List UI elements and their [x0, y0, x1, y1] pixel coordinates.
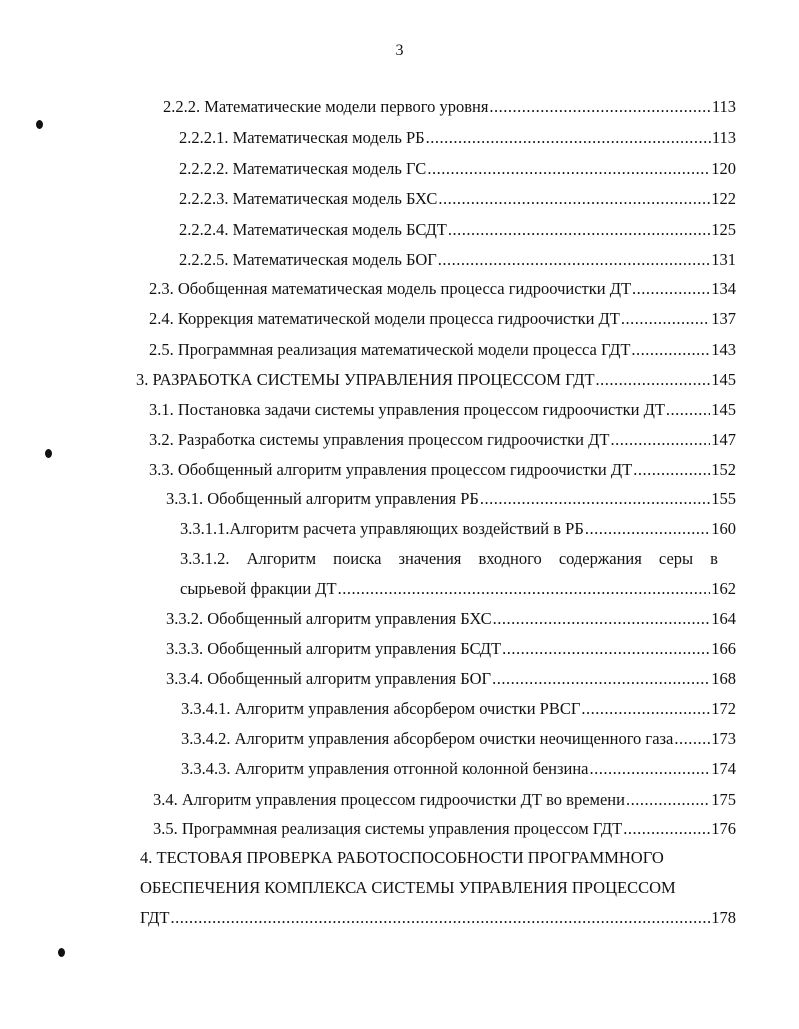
toc-entry: [153, 789, 736, 811]
toc-entry-page: 173: [711, 729, 736, 748]
toc-entry-page: 145: [711, 400, 736, 419]
toc-entry-title: 3.1. Постановка задачи системы управления процессом гидроочистки ДТ: [149, 400, 665, 419]
toc-leader: [338, 578, 711, 600]
toc-leader: [489, 96, 710, 118]
toc-entry: [181, 698, 736, 720]
toc-leader: [621, 308, 710, 330]
toc-entry-title: ГДТ: [140, 908, 170, 927]
toc-entry: [136, 369, 736, 391]
toc-entry: [163, 96, 736, 118]
toc-word: серы: [658, 549, 694, 568]
toc-leader: [631, 339, 710, 361]
toc-entry: [149, 308, 736, 330]
toc-entry-title: 3. РАЗРАБОТКА СИСТЕМЫ УПРАВЛЕНИЯ ПРОЦЕССОМ ГДТ: [136, 370, 595, 389]
toc-leader: [427, 158, 710, 180]
toc-entry-title: 3.5. Программная реализация системы управления процессом ГДТ: [153, 819, 623, 838]
toc-entry-title: 3.4. Алгоритм управления процессом гидроочистки ДТ во времени: [153, 790, 625, 809]
toc-entry-page: 162: [711, 579, 736, 598]
toc-entry-page: 175: [711, 790, 736, 809]
toc-entry-page: 160: [711, 519, 736, 538]
toc-leader: [502, 638, 710, 660]
toc-entry: [166, 638, 736, 660]
toc-entry-title: 3.3.3. Обобщенный алгоритм управления БСДТ: [166, 639, 502, 658]
toc-leader: [626, 789, 710, 811]
toc-leader: [492, 668, 710, 690]
toc-word: поиска: [333, 549, 382, 568]
toc-leader: [632, 278, 710, 300]
page-number: 3: [395, 42, 404, 59]
toc-word: входного: [478, 549, 542, 568]
toc-entry: [149, 399, 736, 421]
toc-leader: [448, 219, 710, 241]
toc-entry-line-1: [180, 548, 718, 570]
toc-entry-page: 145: [711, 370, 736, 389]
toc-entry: [149, 278, 736, 300]
toc-entry-title: 2.4. Коррекция математической модели процесса гидроочистки ДТ: [149, 309, 620, 328]
toc-word: в: [710, 549, 718, 568]
toc-leader: [581, 698, 710, 720]
toc-leader: [590, 758, 711, 780]
toc-entry-title: 2.2.2.2. Математическая модель ГС: [179, 159, 427, 178]
toc-entry-line-1: 4. ТЕСТОВАЯ ПРОВЕРКА РАБОТОСПОСОБНОСТИ ПРОГРАММНОГО: [140, 848, 664, 867]
toc-entry-title: 3.3.4.1. Алгоритм управления абсорбером очистки РВСГ: [181, 699, 581, 718]
toc-word: содержания: [558, 549, 642, 568]
toc-entry: [181, 758, 736, 780]
toc-entry-page: 174: [711, 759, 736, 778]
toc-entry-page: 172: [711, 699, 736, 718]
scan-mark: [45, 449, 52, 458]
toc-leader: [610, 429, 710, 451]
toc-entry: [140, 907, 736, 929]
toc-entry-title: 3.3.4.3. Алгоритм управления отгонной колонной бензина: [181, 759, 589, 778]
toc-entry-title: 3.3.1. Обобщенный алгоритм управления РБ: [166, 489, 479, 508]
toc-leader: [426, 127, 711, 149]
toc-leader: [633, 459, 710, 481]
toc-leader: [493, 608, 711, 630]
toc-entry: [180, 578, 736, 600]
toc-entry-title: 3.3. Обобщенный алгоритм управления процессом гидроочистки ДТ: [149, 460, 633, 479]
toc-entry: [181, 728, 736, 750]
toc-leader: [585, 518, 710, 540]
toc-entry: [179, 188, 736, 210]
toc-entry-title: 2.3. Обобщенная математическая модель процесса гидроочистки ДТ: [149, 279, 632, 298]
toc-leader: [480, 488, 710, 510]
toc-entry: [149, 429, 736, 451]
toc-entry-page: 134: [711, 279, 736, 298]
toc-entry-title: 3.2. Разработка системы управления процессом гидроочистки ДТ: [149, 430, 610, 449]
toc-entry-page: 176: [711, 819, 736, 838]
toc-leader: [596, 369, 711, 391]
toc-entry-page: 155: [711, 489, 736, 508]
toc-entry: [179, 127, 736, 149]
toc-leader: [438, 188, 710, 210]
toc-entry-title: сырьевой фракции ДТ: [180, 579, 337, 598]
toc-leader: [666, 399, 710, 421]
toc-entry: [179, 219, 736, 241]
toc-entry-line-2: ОБЕСПЕЧЕНИЯ КОМПЛЕКСА СИСТЕМЫ УПРАВЛЕНИЯ ПРОЦЕССОМ: [140, 878, 676, 897]
toc-leader: [170, 907, 710, 929]
toc-entry-page: 152: [711, 460, 736, 479]
toc-entry-title: 2.2.2.3. Математическая модель БХС: [179, 189, 438, 208]
toc-entry-title: 3.3.1.1.Алгоритм расчета управляющих воздействий в РБ: [180, 519, 584, 538]
toc-entry-title: 2.2.2. Математические модели первого уровня: [163, 97, 489, 116]
toc-word: Алгоритм: [246, 549, 317, 568]
toc-entry: [153, 818, 736, 840]
toc-entry-page: 120: [711, 159, 736, 178]
toc-entry-title: 2.2.2.4. Математическая модель БСДТ: [179, 220, 447, 239]
toc-entry-page: 113: [711, 97, 736, 116]
toc-entry-page: 164: [711, 609, 736, 628]
toc-entry-title: 3.3.2. Обобщенный алгоритм управления БХС: [166, 609, 492, 628]
toc-entry-title: 2.2.2.1. Математическая модель РБ: [179, 128, 425, 147]
toc-entry: [166, 608, 736, 630]
toc-leader: [623, 818, 710, 840]
toc-entry-page: 137: [711, 309, 736, 328]
toc-entry: [166, 488, 736, 510]
toc-entry-page: 147: [711, 430, 736, 449]
toc-leader: [674, 728, 710, 750]
scan-mark: [36, 120, 43, 129]
toc-entry-page: 131: [711, 250, 736, 269]
toc-entry-page: 125: [711, 220, 736, 239]
toc-entry: [179, 158, 736, 180]
toc-entry: [149, 459, 736, 481]
toc-entry-page: 168: [711, 669, 736, 688]
toc-entry: [180, 518, 736, 540]
toc-entry-title: 2.5. Программная реализация математической модели процесса ГДТ: [149, 340, 631, 359]
toc-entry-page: 178: [711, 908, 736, 927]
toc-entry: [166, 668, 736, 690]
toc-entry-page: 113: [711, 128, 736, 147]
toc-leader: [438, 249, 710, 271]
toc-entry-page: 122: [711, 189, 736, 208]
toc-entry: [179, 249, 736, 271]
scan-mark: [58, 948, 65, 957]
toc-entry-page: 143: [711, 340, 736, 359]
toc-entry: [149, 339, 736, 361]
toc-entry-title: 3.3.4. Обобщенный алгоритм управления БОГ: [166, 669, 492, 688]
toc-entry-title: 3.3.4.2. Алгоритм управления абсорбером очистки неочищенного газа: [181, 729, 674, 748]
toc-entry-title: 2.2.2.5. Математическая модель БОГ: [179, 250, 437, 269]
toc-entry-page: 166: [711, 639, 736, 658]
toc-word: значения: [398, 549, 462, 568]
toc-word: 3.3.1.2.: [180, 549, 230, 568]
